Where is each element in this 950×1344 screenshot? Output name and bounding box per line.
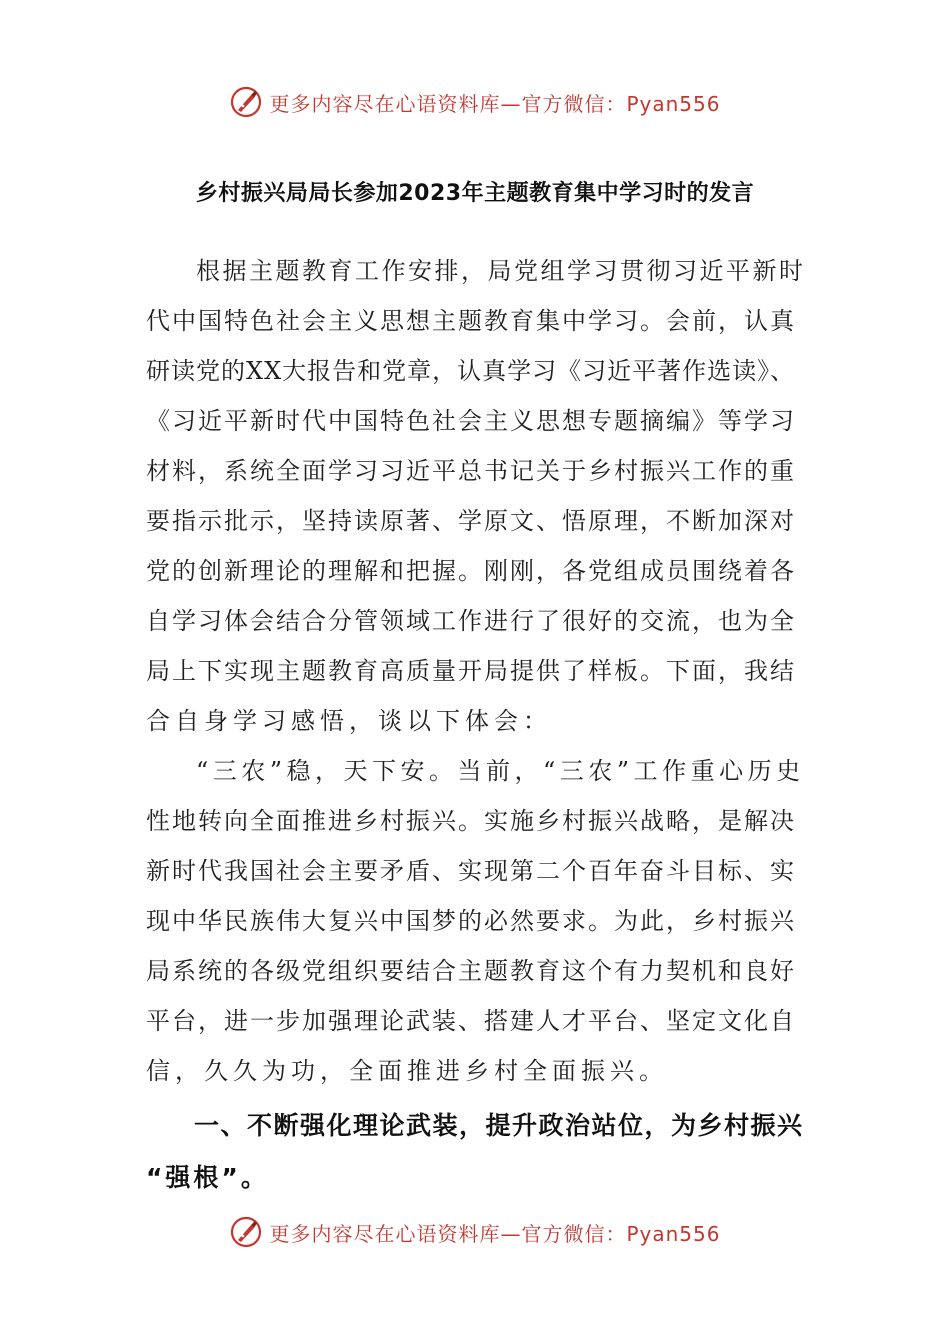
text-line: 《习近平新时代中国特色社会主义思想专题摘编》等学习 bbox=[146, 407, 796, 435]
text-line: 材料，系统全面学习习近平总书记关于乡村振兴工作的重 bbox=[146, 457, 796, 485]
document-title: 乡村振兴局局长参加2023年主题教育集中学习时的发言 bbox=[195, 181, 755, 206]
text-line: 信，久久为功，全面推进乡村全面振兴。 bbox=[146, 1057, 668, 1085]
text-line: 研读党的XX大报告和党章，认真学习《习近平著作选读》、 bbox=[146, 357, 796, 385]
section-heading-1 bbox=[146, 1100, 808, 1204]
text-line: 局上下实现主题教育高质量开局提供了样板。下面，我结 bbox=[146, 657, 796, 685]
text-line: 代中国特色社会主义思想主题教育集中学习。会前，认真 bbox=[146, 307, 796, 335]
text-line: 平台，进一步加强理论武装、搭建人才平台、坚定文化自 bbox=[146, 1007, 796, 1035]
pen-nib-logo-icon bbox=[229, 85, 263, 119]
text-line: 局系统的各级党组织要结合主题教育这个有力契机和良好 bbox=[146, 957, 796, 985]
text-line: 党的创新理论的理解和把握。刚刚，各党组成员围绕着各 bbox=[146, 557, 796, 585]
text-line: 现中华民族伟大复兴中国梦的必然要求。为此，乡村振兴 bbox=[146, 907, 796, 935]
pen-nib-logo-icon bbox=[229, 1215, 263, 1249]
text-line: 自学习体会结合分管领域工作进行了很好的交流，也为全 bbox=[146, 607, 796, 635]
watermark-text: 更多内容尽在心语资料库—官方微信：Pyan556 bbox=[269, 91, 721, 116]
text-line: 根据主题教育工作安排，局党组学习贯彻习近平新时 bbox=[196, 257, 806, 285]
document-body bbox=[146, 246, 808, 1204]
watermark-banner-top bbox=[0, 82, 950, 122]
text-line: 要指示批示，坚持读原著、学原文、悟原理，不断加深对 bbox=[146, 507, 796, 535]
text-line: 新时代我国社会主要矛盾、实现第二个百年奋斗目标、实 bbox=[146, 857, 796, 885]
watermark-text: 更多内容尽在心语资料库—官方微信：Pyan556 bbox=[269, 1221, 721, 1246]
text-line: 合自身学习感悟，谈以下体会： bbox=[146, 707, 552, 735]
watermark-banner-bottom bbox=[0, 1212, 950, 1252]
text-line: 性地转向全面推进乡村振兴。实施乡村振兴战略，是解决 bbox=[146, 807, 796, 835]
text-line: “三农”稳，天下安。当前，“三农”工作重心历史 bbox=[196, 757, 805, 785]
paragraph-1 bbox=[146, 246, 808, 746]
heading-line: 一、不断强化理论武装，提升政治站位，为乡村振兴 bbox=[194, 1111, 804, 1140]
heading-line: “强根”。 bbox=[146, 1163, 269, 1192]
paragraph-2 bbox=[146, 746, 808, 1096]
